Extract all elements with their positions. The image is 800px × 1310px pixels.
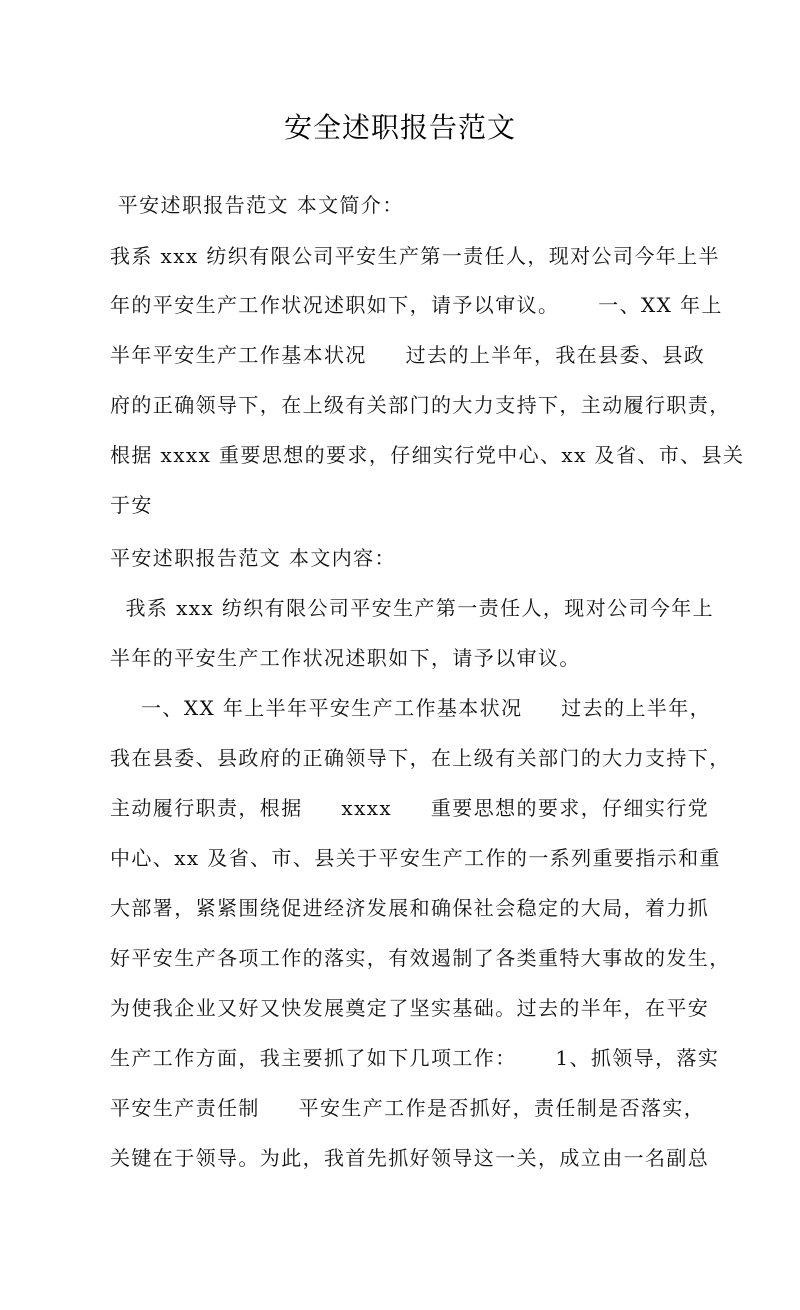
content-line: 大部署，紧紧围绕促进经济发展和确保社会稳定的大局，着力抓 (110, 896, 710, 920)
content-line: 一、XX 年上半年平安生产工作基本状况 过去的上半年， (110, 696, 712, 720)
content-line: 好平安生产各项工作的落实，有效遏制了各类重特大事故的发生， (110, 946, 731, 970)
content-heading: 平安述职报告范文 本文内容： (110, 546, 396, 570)
content-line: 为使我企业又好又快发展奠定了坚实基础。过去的半年，在平安 (110, 996, 710, 1020)
content-line: 我系 xxx 纺织有限公司平安生产第一责任人，现对公司今年上 (110, 596, 715, 620)
summary-line: 半年平安生产工作基本状况 过去的上半年，我在县委、县政 (110, 343, 706, 367)
content-line: 生产工作方面，我主要抓了如下几项工作： 1、抓领导，落实 (110, 1046, 720, 1070)
summary-line: 根据 xxxx 重要思想的要求，仔细实行党中心、xx 及省、市、县关 (110, 443, 745, 467)
content-line: 关键在于领导。为此，我首先抓好领导这一关，成立由一名副总 (110, 1146, 710, 1170)
document-title: 安全述职报告范文 (283, 111, 516, 144)
content-line: 平安生产责任制 平安生产工作是否抓好，责任制是否落实， (110, 1096, 706, 1120)
summary-line: 我系 xxx 纺织有限公司平安生产第一责任人，现对公司今年上半 (110, 244, 720, 268)
content-line: 中心、xx 及省、市、县关于平安生产工作的一系列重要指示和重 (110, 846, 721, 870)
content-line: 我在县委、县政府的正确领导下，在上级有关部门的大力支持下， (110, 746, 731, 770)
summary-line: 于安 (110, 493, 153, 517)
summary-line: 府的正确领导下，在上级有关部门的大力支持下，主动履行职责， (110, 393, 731, 417)
content-line: 半年的平安生产工作状况述职如下，请予以审议。 (110, 646, 581, 670)
summary-line: 年的平安生产工作状况述职如下，请予以审议。 一、XX 年上 (110, 293, 723, 317)
content-line: 主动履行职责，根据 xxxx 重要思想的要求，仔细实行党 (110, 796, 710, 820)
summary-heading: 平安述职报告范文 本文简介： (110, 193, 404, 217)
